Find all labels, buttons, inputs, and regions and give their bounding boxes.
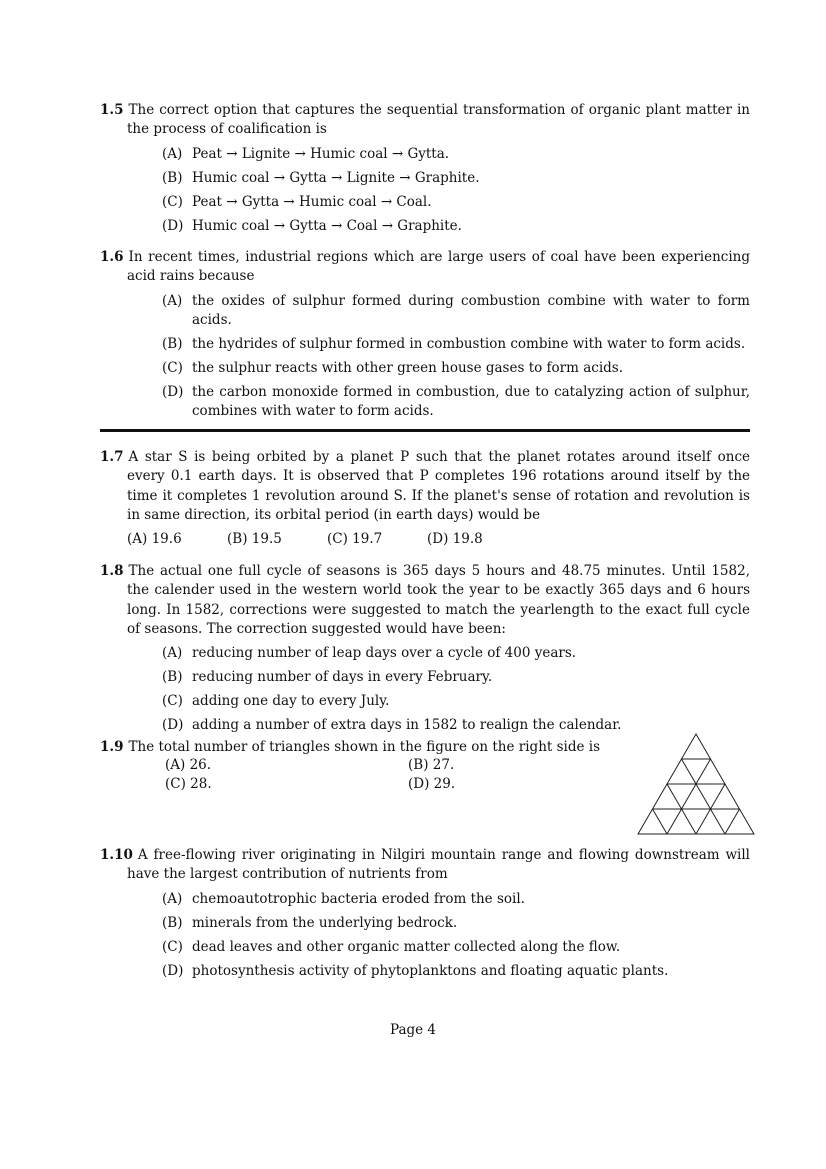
option-d	[408, 775, 651, 794]
option-text: Humic coal → Gytta → Lignite → Graphite.	[192, 169, 480, 186]
question-stem	[100, 448, 750, 525]
options-list	[162, 145, 750, 237]
option-text: adding a number of extra days in 1582 to realign the calendar.	[192, 717, 622, 734]
option-c	[165, 775, 408, 794]
option-b	[408, 756, 651, 775]
option-c	[162, 938, 750, 957]
section-divider	[100, 429, 750, 432]
question-text: The correct option that captures the sequential transformation of organic plant matter in the process of coalification is	[127, 102, 750, 138]
options-row	[165, 775, 651, 794]
option-text: photosynthesis activity of phytoplanktons and floating aquatic plants.	[192, 962, 669, 979]
option-a	[162, 145, 750, 164]
question-stem	[100, 738, 620, 757]
option-label: (D)	[408, 776, 430, 793]
option-label: (A)	[162, 292, 183, 309]
option-label: (B)	[162, 669, 183, 686]
question-1-5	[100, 101, 750, 241]
question-text: A star S is being orbited by a planet P such that the planet rotates around itself once every 0.1 earth days. It is observed that P completes 196 rotations around itself by the time it completes 1 revolution around S. If the planet's sense of rotation and revolution is in same direction, its orbital period (in earth days) would be	[127, 449, 750, 523]
option-label: (C)	[162, 360, 183, 377]
option-b	[162, 668, 750, 687]
question-stem	[100, 562, 750, 639]
question-stem	[100, 846, 750, 885]
option-a	[162, 292, 750, 331]
option-text: the carbon monoxide formed in combustion, due to catalyzing action of sulphur, combines with water to form acids.	[192, 384, 750, 420]
page-number: Page 4	[389, 1022, 437, 1038]
option-label: (A)	[127, 531, 148, 548]
option-label: (A)	[162, 890, 183, 907]
question-text: The actual one full cycle of seasons is 365 days 5 hours and 48.75 minutes. Until 1582, the calender used in the western world took the year to be exactly 365 days and 6 hours long. In 1582, corrections were suggested to match the yearlength to the exact full cycle of seasons. The correction suggested would have been:	[127, 563, 750, 637]
option-label: (D)	[162, 384, 184, 401]
option-label: (B)	[162, 335, 183, 352]
option-a	[127, 530, 227, 549]
option-text: 19.8	[452, 531, 483, 548]
option-c	[162, 692, 750, 711]
option-text: 19.5	[251, 531, 282, 548]
question-number: 1.6	[100, 249, 124, 265]
option-label: (B)	[162, 169, 183, 186]
option-text: 26.	[189, 757, 212, 773]
options-list	[127, 530, 750, 549]
option-text: 19.6	[151, 531, 182, 548]
question-text: A free-flowing river originating in Nilgiri mountain range and flowing downstream will have the largest contribution of nutrients from	[127, 847, 750, 883]
options-row	[165, 756, 651, 775]
option-text: Peat → Lignite → Humic coal → Gytta.	[192, 145, 450, 162]
option-label: (A)	[165, 757, 186, 773]
option-label: (C)	[162, 938, 183, 955]
option-c	[162, 193, 750, 212]
figure-line	[725, 809, 740, 834]
question-1-10	[100, 846, 750, 986]
question-number: 1.5	[100, 102, 124, 118]
question-number: 1.7	[100, 449, 124, 465]
question-1-6	[100, 248, 750, 427]
option-c	[162, 359, 750, 378]
option-label: (A)	[162, 645, 183, 662]
option-c	[327, 530, 427, 549]
option-d	[162, 383, 750, 422]
option-text: 19.7	[352, 531, 383, 548]
option-text: minerals from the underlying bedrock.	[192, 914, 458, 931]
option-text: reducing number of days in every February.	[192, 669, 493, 686]
option-label: (B)	[162, 914, 183, 931]
option-label: (C)	[165, 776, 186, 793]
question-stem	[100, 248, 750, 287]
question-text: In recent times, industrial regions which are large users of coal have been experiencing acid rains because	[127, 249, 750, 285]
options-list	[162, 644, 750, 736]
option-text: dead leaves and other organic matter collected along the flow.	[192, 938, 621, 955]
question-stem	[100, 101, 750, 140]
option-label: (B)	[227, 531, 248, 548]
option-text: reducing number of leap days over a cycle of 400 years.	[192, 645, 577, 662]
options-list	[162, 292, 750, 422]
question-1-7	[100, 448, 750, 549]
option-b	[162, 335, 750, 354]
option-d	[427, 530, 527, 549]
options-list	[165, 756, 651, 795]
option-text: Peat → Gytta → Humic coal → Coal.	[192, 193, 432, 210]
option-text: chemoautotrophic bacteria eroded from the soil.	[192, 890, 525, 907]
option-text: the sulphur reacts with other green house gases to form acids.	[192, 360, 623, 377]
option-a	[165, 756, 408, 775]
option-text: Humic coal → Gytta → Coal → Graphite.	[192, 217, 462, 234]
option-text: adding one day to every July.	[192, 693, 390, 710]
options-list	[162, 890, 750, 982]
option-text: 29.	[433, 776, 456, 793]
option-text: the hydrides of sulphur formed in combustion combine with water to form acids.	[192, 335, 746, 352]
option-text: 28.	[190, 776, 212, 793]
question-1-8	[100, 562, 750, 741]
option-d	[162, 217, 750, 236]
option-label: (D)	[162, 962, 184, 979]
option-label: (C)	[327, 531, 348, 548]
option-text: the oxides of sulphur formed during combustion combine with water to form acids.	[192, 292, 750, 328]
figure-line	[653, 809, 668, 834]
option-b	[227, 530, 327, 549]
option-b	[162, 169, 750, 188]
option-label: (C)	[162, 693, 183, 710]
figure-line	[682, 759, 726, 834]
triangle-figure	[636, 733, 756, 837]
question-1-9	[100, 738, 620, 757]
option-label: (C)	[162, 193, 183, 210]
question-number: 1.10	[100, 847, 133, 863]
option-a	[162, 890, 750, 909]
question-number: 1.9	[100, 739, 124, 755]
option-d	[162, 962, 750, 981]
figure-line	[667, 759, 711, 834]
option-text: 27.	[432, 757, 455, 773]
option-label: (D)	[427, 531, 449, 548]
option-b	[162, 914, 750, 933]
option-label: (D)	[162, 217, 184, 234]
option-label: (A)	[162, 145, 183, 162]
question-number: 1.8	[100, 563, 124, 579]
option-a	[162, 644, 750, 663]
question-text: The total number of triangles shown in the figure on the right side is	[128, 739, 601, 755]
option-label: (D)	[162, 717, 184, 734]
option-label: (B)	[408, 757, 429, 773]
